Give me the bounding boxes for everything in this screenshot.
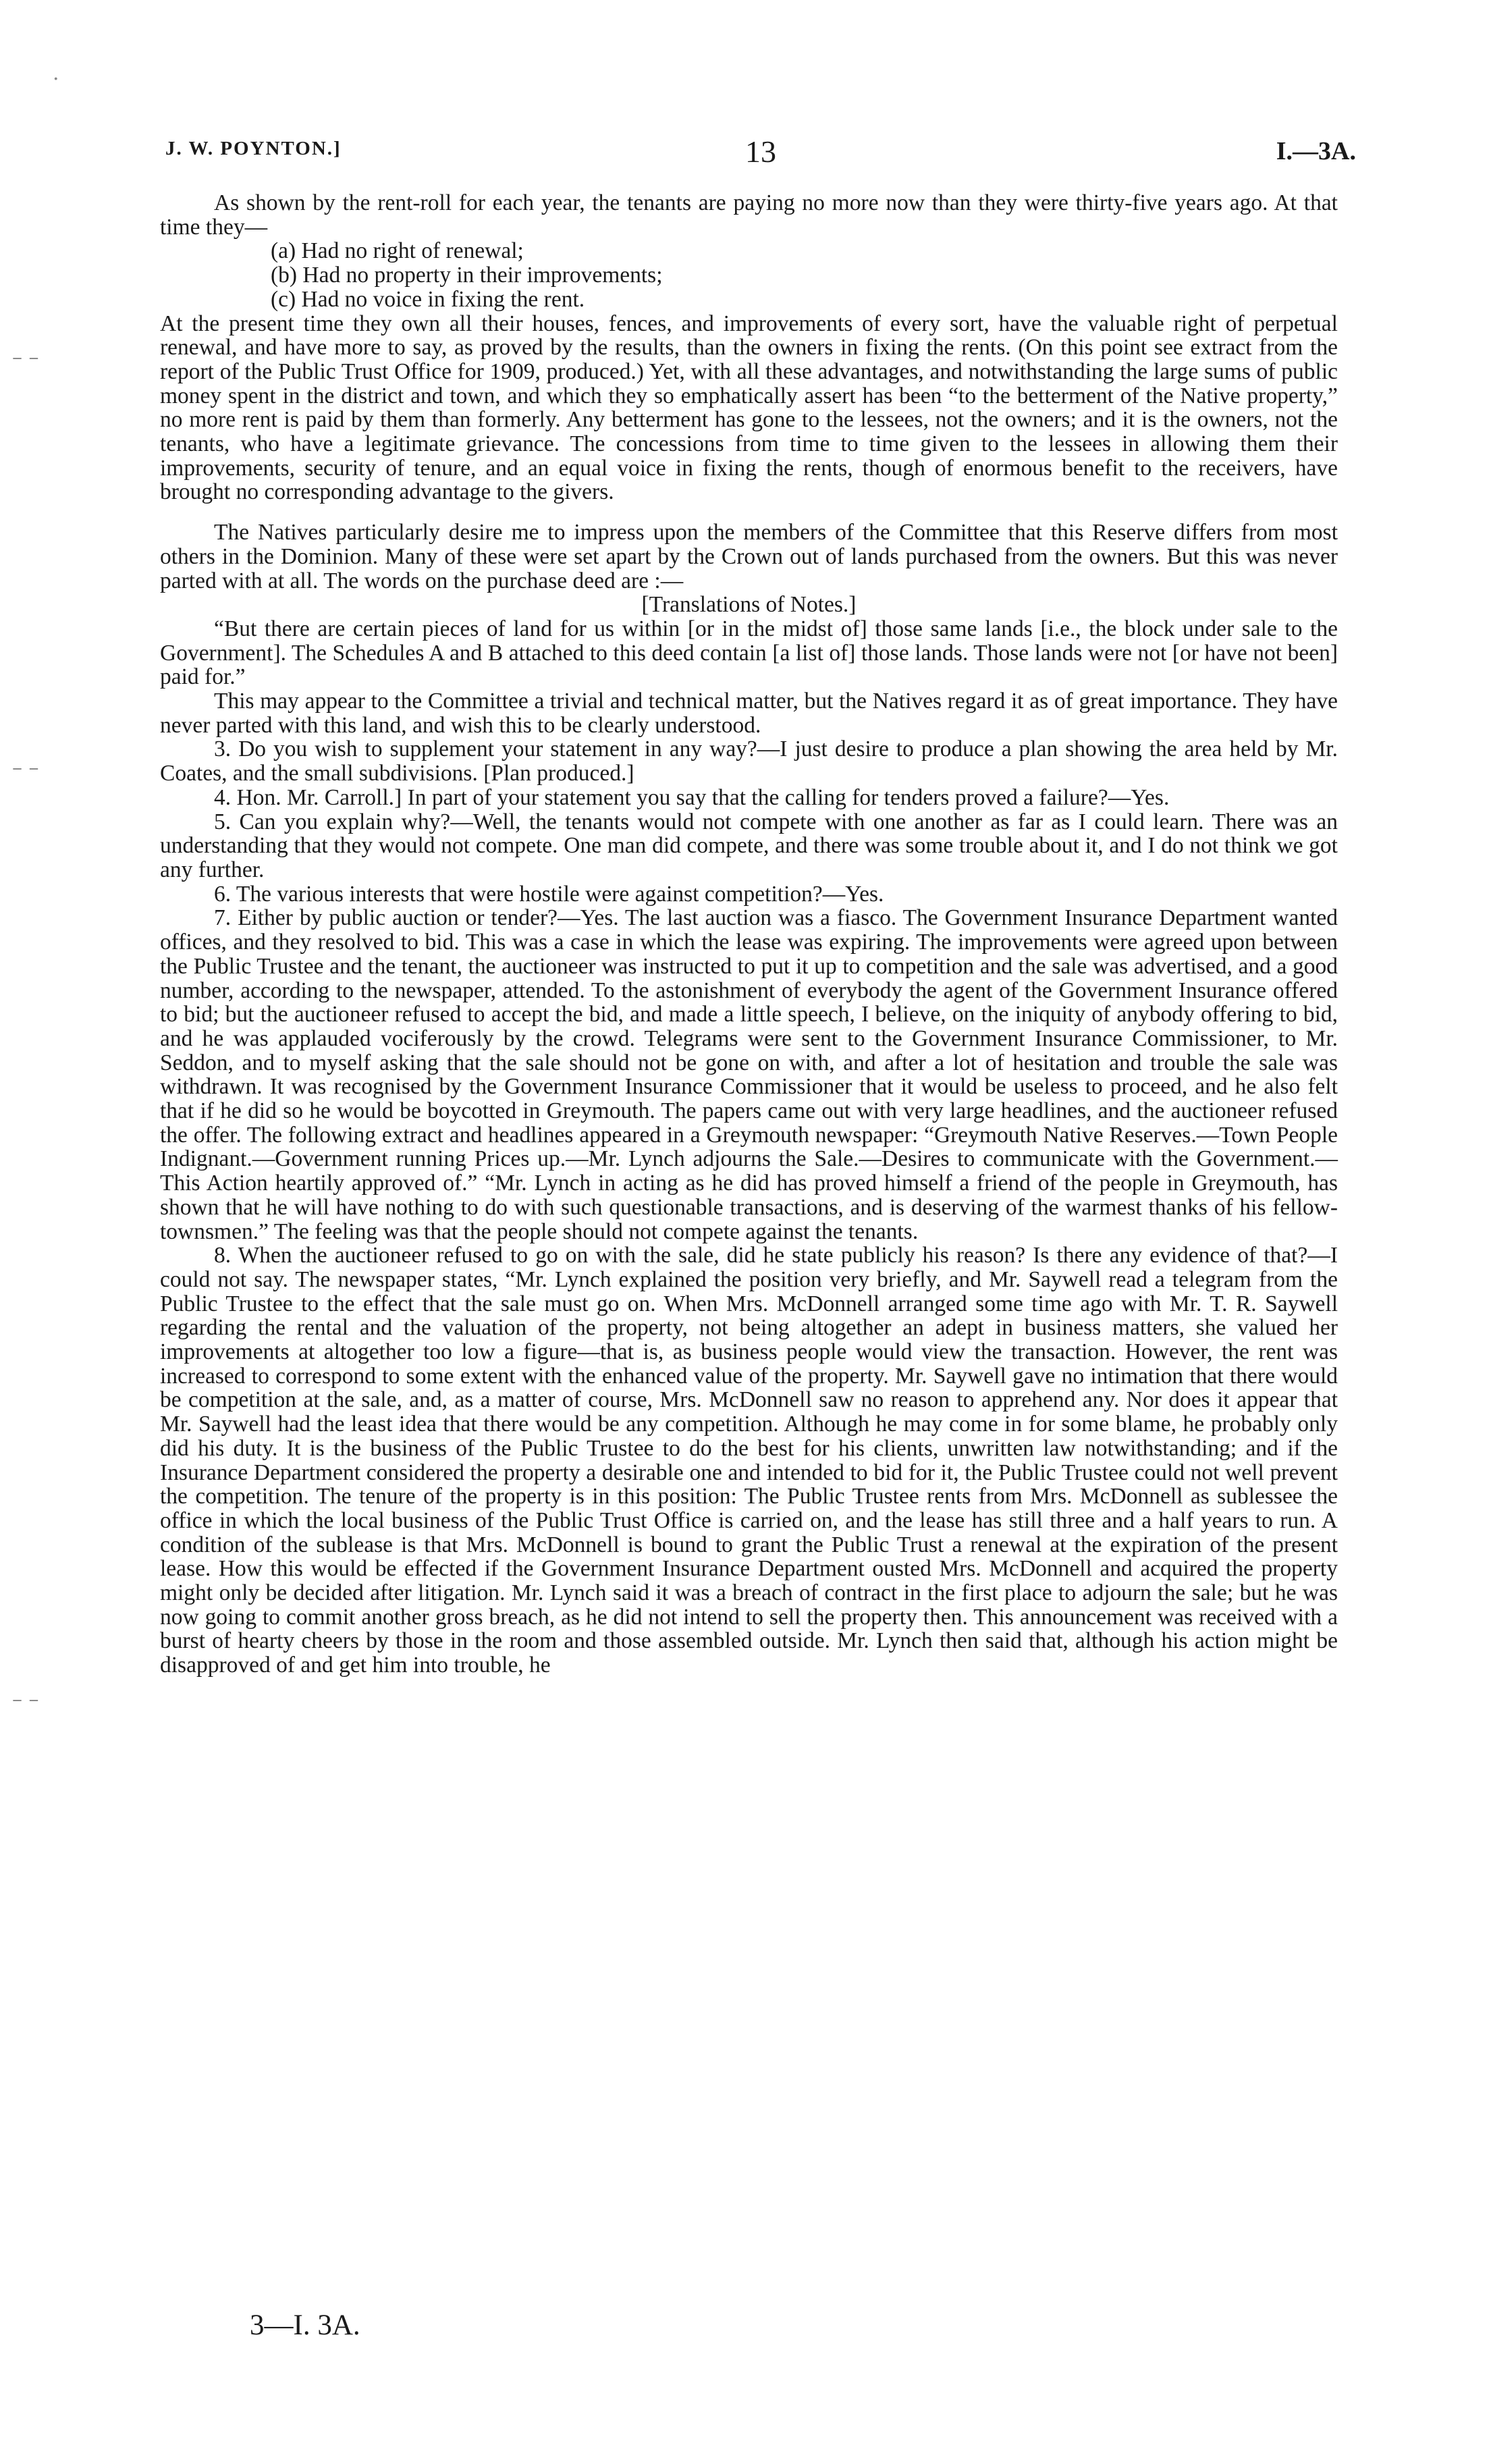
paragraph-deed-quote: “But there are certain pieces of land for us within [or in the midst of] those same lands [i.e., the block under sale to the Government]. The Schedules A and B attached to this deed contain [a list of] those lands. Those lands were not [or have not been] paid for.” xyxy=(160,616,1338,690)
list-item-a: (a) Had no right of renewal; xyxy=(271,238,524,264)
translations-heading: [Translations of Notes.] xyxy=(641,592,857,618)
paragraph-present-time: At the present time they own all their houses, fences, and improvements of every sort, have the valuable right of perpetual renewal, and have more to say, as proved by the results, than the owners in fixing the rents. (On this point see extract from the report of the Public Trust Office for 1909, produced.) Yet, with all these advantages, and notwithstanding the large sums of public money spent in the district and town, and which they so emphatically assert has been “to the betterment of the Native property,” no more rent is paid by them than formerly. Any betterment has gone to the lessees, not the owners; and it is the owners, not the tenants, who have a legitimate grievance. The concessions from time to time given to the lessees in allowing them their improvements, security of tenure, and an equal voice in fixing the rents, though of enormous benefit to the receivers, have brought no corresponding advantage to the givers. xyxy=(160,311,1338,505)
page-number: 13 xyxy=(745,134,776,169)
page-footer-signature: 3—I. 3A. xyxy=(250,2309,360,2341)
margin-mark: – – xyxy=(12,346,39,369)
question-6: 6. The various interests that were hostile were against competition?—Yes. xyxy=(214,881,884,907)
question-8: 8. When the auctioneer refused to go on with the sale, did he state publicly his reason? Is there any evidence of that?—I could not say. The newspaper states, “Mr. Lynch explained the position very briefly, and Mr. Saywell read a telegram from the Public Trustee to the effect that the sale must go on. When Mrs. McDonnell arranged some time ago with Mr. T. R. Saywell regarding the rental and the valuation of the property, not being altogether an adept in business matters, she valued her improvements at altogether too low a figure—that is, as business people would view the transaction. However, the rent was increased to correspond to some extent with the enhanced value of the property. Mr. Saywell gave no intimation that there would be competition at the sale, and, as a matter of course, Mrs. McDonnell saw no reason to apprehend any. Nor does it appear that Mr. Saywell had the least idea that there would be any competition. Although he may come in for some blame, he probably only did his duty. It is the business of the Public Trustee to do the best for his clients, unwritten law notwithstanding; and if the Insurance Department considered the property a desirable one and intended to bid for it, the Public Trustee could not well prevent the competition. The tenure of the property is in this position: The Public Trustee rents from Mrs. McDonnell as sublessee the office in which the local business of the Public Trust Office is carried on, and the lease has still three and a half years to run. A condition of the sublease is that Mrs. McDonnell is bound to grant the Public Trust a renewal at the expiration of the present lease. How this would be effected if the Government Insurance Department ousted Mrs. McDonnell and acquired the property might only be decided after litigation. Mr. Lynch said it was a breach of contract in the first place to adjourn the sale; but he was now going to commit another gross breach, as he did not intend to sell the property then. This announcement was received with a burst of hearty cheers by those in the room and those assembled outside. Mr. Lynch then said that, although his action might be disapproved of and get him into trouble, he xyxy=(160,1243,1338,1678)
page-header xyxy=(165,134,1356,171)
paragraph-trivial-matter: This may appear to the Committee a trivial and technical matter, but the Natives regard it as of great importance. They have never parted with this land, and wish this to be clearly understood. xyxy=(160,689,1338,738)
list-item-b: (b) Had no property in their improvements; xyxy=(271,263,663,288)
list-item-c: (c) Had no voice in fixing the rent. xyxy=(271,286,585,312)
margin-mark: – – xyxy=(12,756,39,780)
paragraph-natives-desire: The Natives particularly desire me to impress upon the members of the Committee that this Reserve differs from most others in the Dominion. Many of these were set apart by the Crown out of lands purchased from the owners. But this was never parted with at all. The words on the purchase deed are :— xyxy=(160,520,1338,593)
question-7: 7. Either by public auction or tender?—Yes. The last auction was a fiasco. The Government Insurance Department wanted offices, and they resolved to bid. This was a case in which the lease was expiring. The improvements were agreed upon between the Public Trustee and the tenant, the auctioneer was instructed to put it up to competition and the sale was advertised, and a good number, according to the newspaper, attended. To the astonishment of everybody the agent of the Government Insurance offered to bid; but the auctioneer refused to accept the bid, and made a little speech, I believe, on the iniquity of anybody offering to bid, and he was applauded vociferously by the crowd. Telegrams were sent to the Government Insurance Commissioner, to Mr. Seddon, and to myself asking that the sale should not be gone on with, and after a lot of hesitation and trouble the sale was withdrawn. It was recognised by the Government Insurance Commissioner that it would be useless to proceed, and he also felt that if he did so he would be boycotted in Greymouth. The papers came out with very large headlines, and the auctioneer refused the offer. The following extract and headlines appeared in a Greymouth newspaper: “Greymouth Native Reserves.—Town People Indignant.—Government running Prices up.—Mr. Lynch adjourns the Sale.—Desires to communicate with the Government.—This Action heartily approved of.” “Mr. Lynch in acting as he did has proved himself a friend of the people in Greymouth, has shown that he will have nothing to do with such questionable transactions, and is deserving of the warmest thanks of his fellow-townsmen.” The feeling was that the people should not compete against the tenants. xyxy=(160,905,1338,1244)
question-5: 5. Can you explain why?—Well, the tenants would not compete with one another as far as I could learn. There was an understanding that they would not compete. One man did compete, and there was some trouble about it, and I do not think we got any further. xyxy=(160,809,1338,882)
question-4: 4. Hon. Mr. Carroll.] In part of your statement you say that the calling for tenders proved a failure?—Yes. xyxy=(214,784,1170,810)
question-3: 3. Do you wish to supplement your statement in any way?—I just desire to produce a plan showing the area held by Mr. Coates, and the small subdivisions. [Plan produced.] xyxy=(160,736,1338,786)
margin-mark: · xyxy=(53,68,59,91)
header-witness-name: J. W. POYNTON.] xyxy=(165,138,342,159)
paper-reference: I.—3A. xyxy=(1276,137,1356,165)
paragraph-rent-roll: As shown by the rent-roll for each year, the tenants are paying no more now than they were thirty-five years ago. At that time they— xyxy=(160,190,1338,240)
margin-mark: – – xyxy=(12,1688,39,1711)
document-body xyxy=(160,191,1338,1678)
